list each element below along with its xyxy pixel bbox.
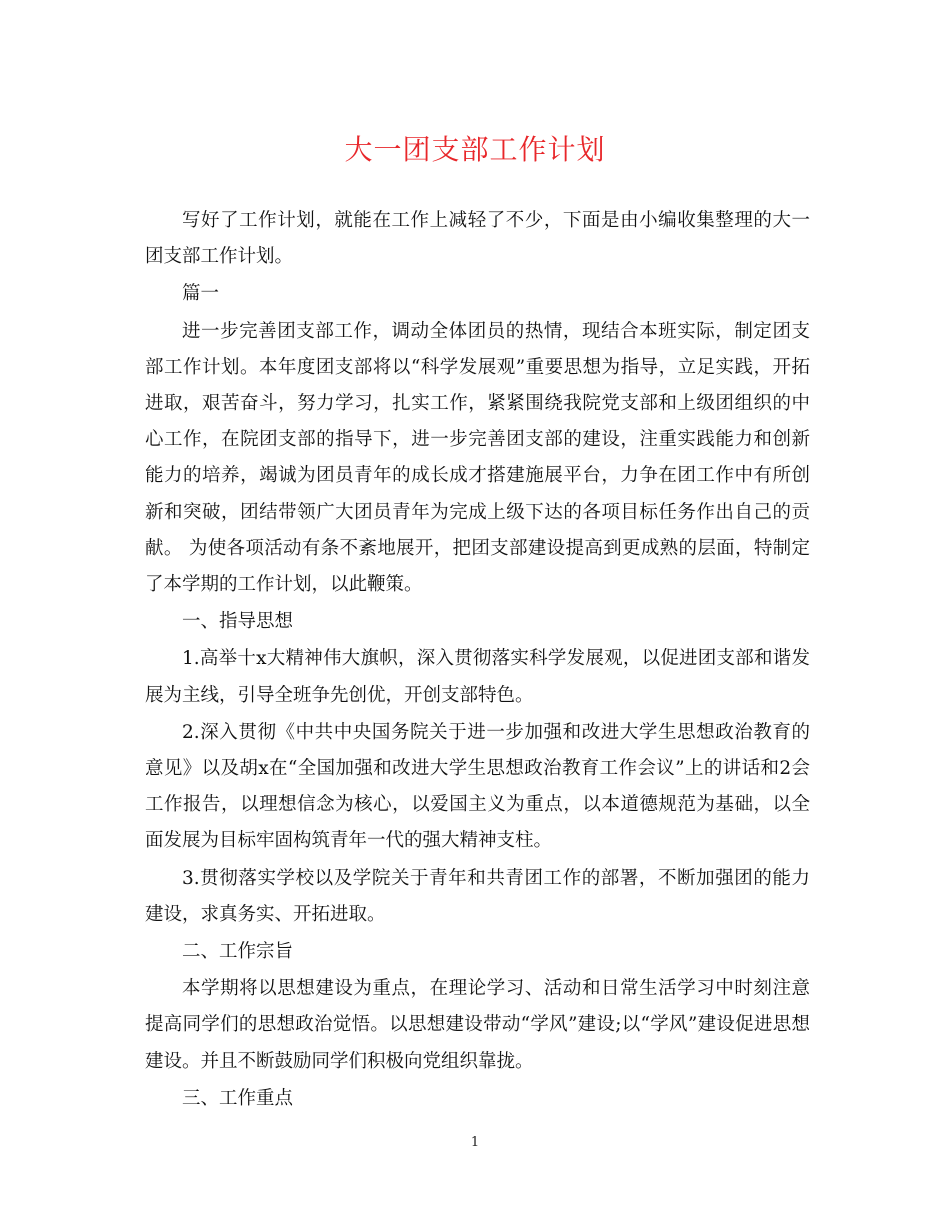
guiding-item-3: 3.贯彻落实学校以及学院关于青年和共青团工作的部署，不断加强团的能力建设，求真务实、开拓进取。 (145, 867, 810, 925)
document-title: 大一团支部工作计划 (344, 133, 606, 166)
heading-guiding-ideology: 一、指导思想 (182, 611, 294, 633)
heading-work-purpose: 二、工作宗旨 (182, 941, 294, 963)
guiding-item-1: 1.高举十x大精神伟大旗帜，深入贯彻落实科学发展观，以促进团支部和谐发展为主线，引导全班争先创优，开创支部特色。 (145, 648, 810, 706)
work-purpose-paragraph: 本学期将以思想建设为重点，在理论学习、活动和日常生活学习中时刻注意提高同学们的思想政治觉悟。以思想建设带动“学风”建设;以“学风”建设促进思想建设。并且不断鼓励同学们积极向党组织靠拢。 (145, 978, 810, 1072)
section-label-part-one: 篇一 (182, 283, 220, 305)
heading-work-focus: 三、工作重点 (182, 1087, 294, 1109)
document-body (145, 203, 810, 1117)
guiding-item-2: 2.深入贯彻《中共中央国务院关于进一步加强和改进大学生思想政治教育的意见》以及胡x在“全国加强和改进大学生思想政治教育工作会议”上的讲话和2会工作报告，以理想信念为核心，以爱国主义为重点，以本道德规范为基础，以全面发展为目标牢固构筑青年一代的强大精神支柱。 (145, 721, 810, 852)
page-number: 1 (470, 1135, 480, 1150)
intro-paragraph: 写好了工作计划，就能在工作上减轻了不少，下面是由小编收集整理的大一团支部工作计划。 (145, 210, 810, 268)
overview-paragraph: 进一步完善团支部工作，调动全体团员的热情，现结合本班实际，制定团支部工作计划。本年度团支部将以“科学发展观”重要思想为指导，立足实践，开拓进取，艰苦奋斗，努力学习，扎实工作，紧紧围绕我院党支部和上级团组织的中心工作，在院团支部的指导下，进一步完善团支部的建设，注重实践能力和创新能力的培养，竭诚为团员青年的成长成才搭建施展平台，力争在团工作中有所创新和突破，团结带领广大团员青年为完成上级下达的各项目标任务作出自己的贡献。 为使各项活动有条不紊地展开，把团支部建设提高到更成熟的层面，特制定了本学期的工作计划，以此鞭策。 (145, 320, 810, 596)
